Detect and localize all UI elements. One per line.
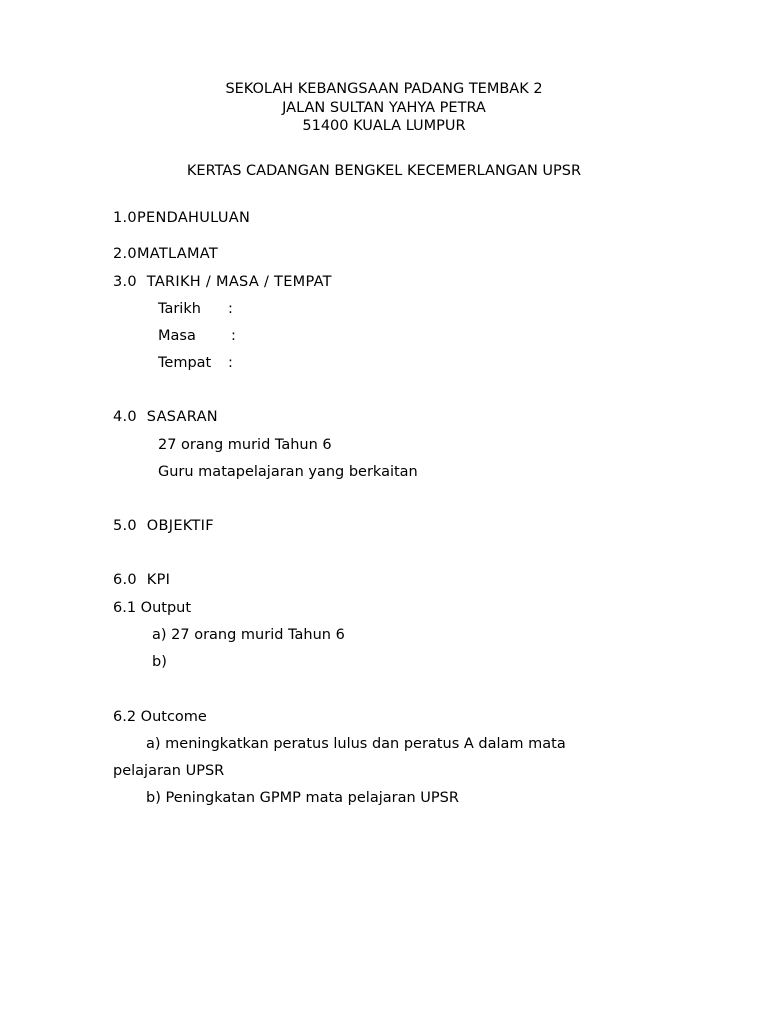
- outcome-heading: 6.2 Outcome: [113, 709, 207, 725]
- field-masa-colon: :: [231, 328, 236, 344]
- section-3-title: TARIKH / MASA / TEMPAT: [146, 274, 332, 290]
- section-4-number: 4.0: [113, 409, 137, 425]
- school-name: SEKOLAH KEBANGSAAN PADANG TEMBAK 2: [225, 81, 543, 97]
- section-2-title: MATLAMAT: [136, 246, 219, 262]
- field-tarikh-colon: :: [228, 301, 233, 317]
- outcome-item-b: b) Peningkatan GPMP mata pelajaran UPSR: [146, 790, 459, 806]
- section-6-number: 6.0: [113, 572, 137, 588]
- school-street: JALAN SULTAN YAHYA PETRA: [282, 100, 486, 116]
- field-masa-label: Masa: [158, 328, 196, 344]
- output-item: b): [152, 654, 167, 670]
- field-tempat-colon: :: [228, 355, 233, 371]
- section-1-number: 1.0: [113, 210, 137, 226]
- section-6-title: KPI: [146, 572, 171, 588]
- section-3-heading: [113, 273, 332, 291]
- section-1-heading: [113, 209, 250, 227]
- section-4-title: SASARAN: [146, 409, 218, 425]
- section-5-number: 5.0: [113, 518, 137, 534]
- section-5-title: OBJEKTIF: [146, 518, 214, 534]
- output-heading: 6.1 Output: [113, 600, 192, 616]
- outcome-item-a-line1: a) meningkatkan peratus lulus dan peratus A dalam mata: [146, 736, 566, 752]
- section-2-number: 2.0: [113, 246, 137, 262]
- school-city: 51400 KUALA LUMPUR: [302, 118, 466, 134]
- field-tempat: [158, 354, 278, 372]
- section-5-heading: [113, 517, 214, 535]
- output-item: a) 27 orang murid Tahun 6: [152, 627, 345, 643]
- field-masa: [158, 327, 278, 345]
- sasaran-item: Guru matapelajaran yang berkaitan: [158, 464, 418, 480]
- document-title: KERTAS CADANGAN BENGKEL KECEMERLANGAN UPSR: [186, 163, 582, 179]
- section-1-title: PENDAHULUAN: [136, 210, 251, 226]
- section-3-number: 3.0: [113, 274, 137, 290]
- section-4-heading: [113, 408, 218, 426]
- sasaran-item: 27 orang murid Tahun 6: [158, 437, 332, 453]
- field-tarikh: [158, 300, 278, 318]
- outcome-item-a-line2: pelajaran UPSR: [113, 763, 225, 779]
- field-tempat-label: Tempat: [158, 355, 212, 371]
- field-tarikh-label: Tarikh: [158, 301, 201, 317]
- section-6-heading: [113, 571, 170, 589]
- section-2-heading: [113, 245, 218, 263]
